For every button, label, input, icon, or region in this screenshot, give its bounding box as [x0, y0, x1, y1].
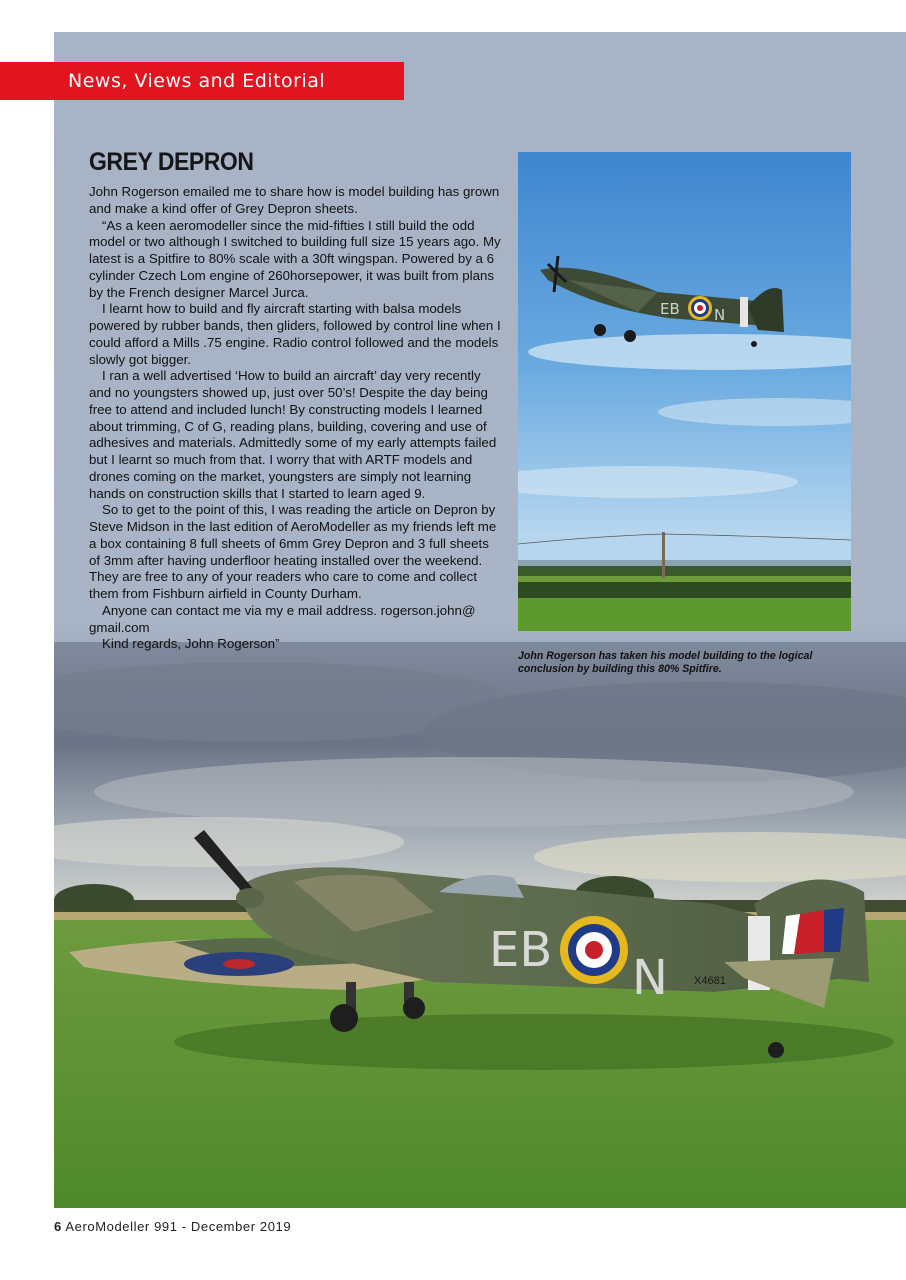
article-paragraph: Kind regards, John Rogerson”	[102, 636, 280, 652]
svg-text:N: N	[714, 306, 726, 324]
article-paragraph: I learnt how to build and fly aircraft starting with balsa models powered by rubber bands, then gliders, followed by control line when I could afford a Mills .75 engine. Radio control followed and the models slowly got bigger.	[89, 301, 501, 367]
aircraft-code-right: N	[632, 950, 668, 1006]
page-footer	[54, 1219, 291, 1234]
aircraft-code-left: EB	[489, 922, 553, 978]
article-paragraph: I ran a well advertised ‘How to build an aircraft’ day very recently and no youngsters showed up, just over 50’s! Despite the day being free to attend and included lunch! By constructing models I learned about trimming, C of G, reading plans, building, covering and use of adhesives and materials. Admittedly some of my early attempts failed but I learnt so much from that. I worry that with ARTF models and drones coming on the market, youngsters are simply not learning hands on construction skills that I started to learn aged 9.	[89, 368, 497, 501]
spitfire-flight-photo	[518, 152, 851, 631]
spitfire-ground-photo	[54, 642, 906, 1208]
section-title: News, Views and Editorial	[68, 70, 326, 92]
article-body	[89, 184, 503, 653]
publication-info: AeroModeller 991 - December 2019	[65, 1219, 292, 1234]
article-paragraph: Anyone can contact me via my e mail address. rogerson.john@ gmail.com	[89, 602, 476, 635]
article-paragraph: So to get to the point of this, I was reading the article on Depron by Steve Midson in the last edition of AeroModeller as my friends left me a box containing 8 full sheets of 6mm Grey Depron and 3 full sheets of 3mm after having underfloor heating installed over the weekend. They are free to any of your readers who care to come and collect them from Fishburn airfield in County Durham.	[89, 502, 497, 601]
photo-caption: John Rogerson has taken his model building to the logical conclusion by building this 80% Spitfire.	[518, 650, 813, 675]
article-paragraph: John Rogerson emailed me to share how is model building has grown and make a kind offer of Grey Depron sheets.	[89, 184, 500, 216]
aircraft-serial: X4681	[694, 975, 726, 987]
svg-text:EB: EB	[660, 300, 680, 318]
page-number: 6	[54, 1219, 62, 1234]
article-paragraph: “As a keen aeromodeller since the mid-fifties I still build the odd model or two although I switched to building full size 15 years ago. My latest is a Spitfire to 80% scale with a 30ft wingspan. Powered by a 6 cylinder Czech Lom engine of 260horsepower, it was built from plans by the French designer Marcel Jurca.	[89, 217, 501, 300]
article-headline: GREY DEPRON	[89, 148, 254, 176]
